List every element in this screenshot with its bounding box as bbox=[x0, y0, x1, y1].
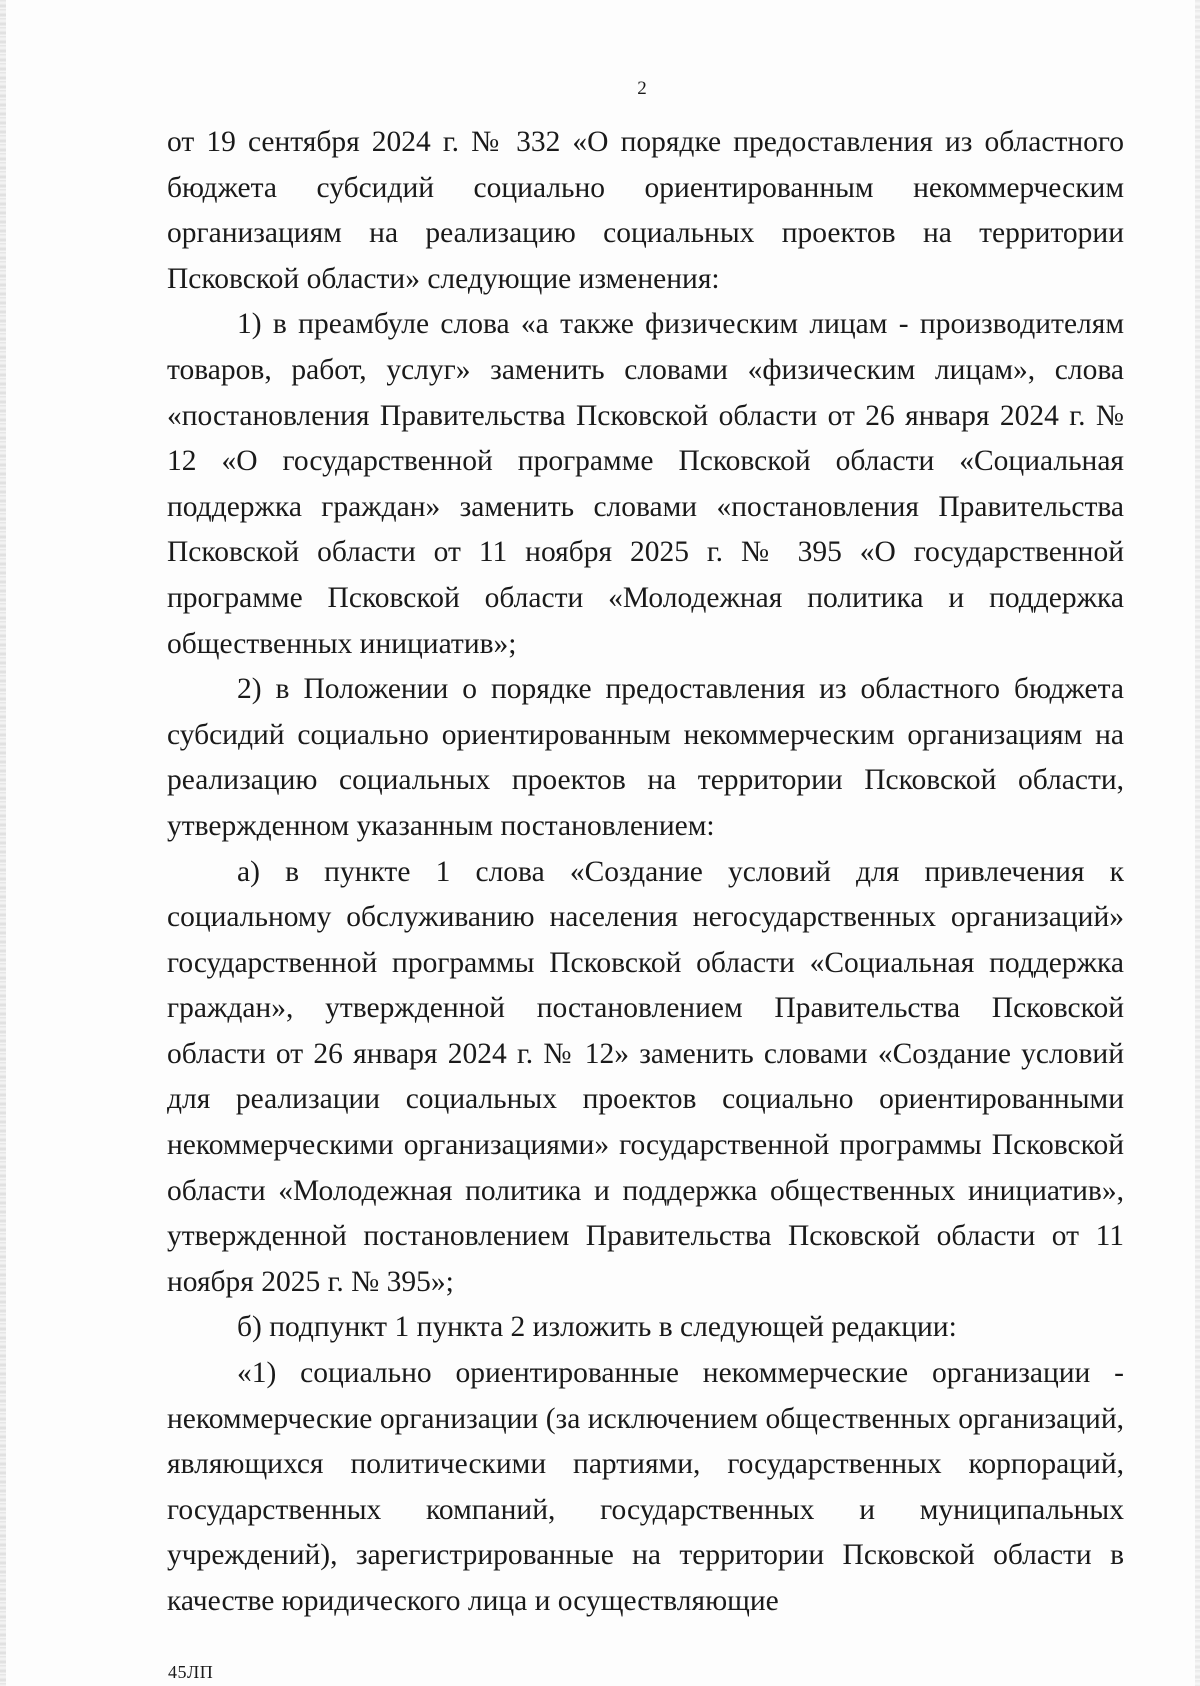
paragraph-subitem-b: б) подпункт 1 пункта 2 изложить в следующей редакции: bbox=[237, 1311, 957, 1344]
paragraph-item-2: 2) в Положении о порядке предоставления из областного бюджета субсидий социально ориентированным некоммерческим организациям на реализацию социальных проектов на территории Псковской области, утвержденном указанным постановлением: bbox=[167, 673, 1124, 842]
paragraph-item-1: 1) в преамбуле слова «а также физическим лицам - производителям товаров, работ, услуг» заменить словами «физическим лицам», слова «постановления Правительства Псковской области от 26 января 2024 г. № 12 «О государственной программе Псковской области «Социальная поддержка граждан» заменить словами «постановления Правительства Псковской области от 11 ноября 2025 г. № 395 «О государственной программе Псковской области «Молодежная политика и поддержка общественных инициатив»; bbox=[167, 308, 1124, 660]
paragraph-subitem-a: а) в пункте 1 слова «Создание условий для привлечения к социальному обслуживанию населения негосударственных организаций» государственной программы Псковской области «Социальная поддержка граждан», утвержденной постановлением Правительства Псковской области от 26 января 2024 г. № 12» заменить словами «Создание условий для реализации социальных проектов социально ориентированными некоммерческими организациями» государственной программы Псковской области «Молодежная политика и поддержка общественных инициатив», утвержденной постановлением Правительства Псковской области от 11 ноября 2025 г. № 395»; bbox=[167, 855, 1124, 1298]
paragraph-quoted-subitem-1: «1) социально ориентированные некоммерческие организации - некоммерческие организации (за исключением общественных организаций, являющихся политическими партиями, государственных корпораций, государственных компаний, государственных и муниципальных учреждений), зарегистрированные на территории Псковской области в качестве юридического лица и осуществляющие bbox=[167, 1357, 1124, 1617]
document-body bbox=[167, 120, 1124, 1625]
footer-document-code: 45ЛП bbox=[168, 1662, 214, 1682]
page-number: 2 bbox=[637, 78, 647, 99]
scan-edge-right bbox=[1195, 0, 1200, 1686]
paragraph-intro: от 19 сентября 2024 г. № 332 «О порядке предоставления из областного бюджета субсидий социально ориентированным некоммерческим организациям на реализацию социальных проектов на территории Псковской области» следующие изменения: bbox=[167, 126, 1124, 295]
scan-edge-left bbox=[0, 0, 6, 1686]
